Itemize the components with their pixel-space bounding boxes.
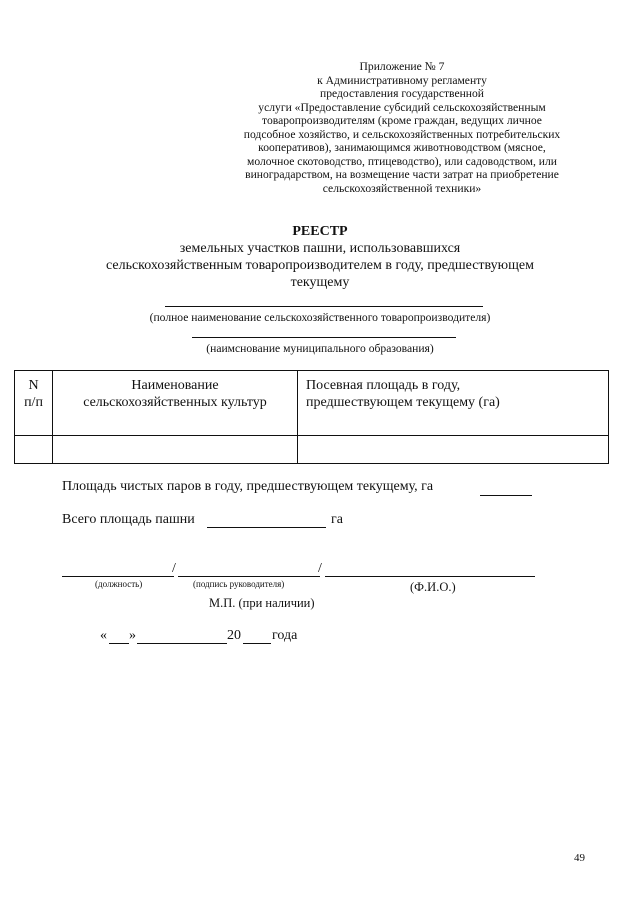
column-header-area bbox=[298, 371, 609, 436]
column-header-crop-text: Наименование сельскохозяйственных культур bbox=[83, 378, 267, 410]
producer-name-field[interactable] bbox=[165, 306, 483, 307]
position-caption: (должность) bbox=[95, 579, 143, 589]
registry-subtitle-line: земельных участков пашни, использовавшихся bbox=[179, 241, 461, 256]
date-close-quote: » bbox=[129, 628, 136, 643]
appendix-line: виноградарством, на возмещение части затрат на приобретение bbox=[245, 168, 559, 181]
column-header-crop bbox=[53, 371, 298, 436]
registry-subtitle-line: текущему bbox=[290, 275, 350, 290]
municipality-name-caption: (наимснование муниципального образования) bbox=[206, 342, 434, 355]
appendix-line: предоставления государственной bbox=[320, 87, 484, 100]
full-name-field[interactable] bbox=[325, 576, 535, 577]
cell-area[interactable] bbox=[298, 436, 609, 464]
signature-separator: / bbox=[172, 561, 176, 576]
table-header-row bbox=[15, 371, 609, 436]
signature-caption: (подпись руководителя) bbox=[193, 579, 285, 589]
column-header-number bbox=[15, 371, 53, 436]
fallow-area-field[interactable] bbox=[480, 495, 532, 496]
producer-name-caption: (полное наименование сельскохозяйственного товаропроизводителя) bbox=[149, 311, 491, 324]
fallow-area-label: Площадь чистых паров в году, предшествующем текущему, га bbox=[62, 479, 434, 494]
appendix-header bbox=[212, 60, 592, 195]
cell-number[interactable] bbox=[15, 436, 53, 464]
registry-table bbox=[14, 370, 609, 464]
registry-subtitle-line: сельскохозяйственным товаропроизводителем в году, предшествующем bbox=[106, 258, 534, 273]
appendix-line: кооперативов), занимающимся животноводством (мясное, bbox=[258, 141, 546, 154]
position-field[interactable] bbox=[62, 576, 174, 577]
total-area-label: Всего площадь пашни bbox=[62, 512, 195, 527]
date-day-field[interactable] bbox=[109, 643, 129, 644]
date-year-prefix: 20 bbox=[227, 628, 241, 643]
appendix-line: подсобное хозяйство, и сельскохозяйственных потребительских bbox=[243, 127, 561, 141]
appendix-line: Приложение № 7 bbox=[359, 60, 445, 73]
municipality-name-field[interactable] bbox=[192, 337, 456, 338]
column-header-number-text: N п/п bbox=[24, 378, 43, 410]
date-suffix: года bbox=[272, 628, 298, 643]
appendix-line: услуги «Предоставление субсидий сельскохозяйственным bbox=[258, 100, 546, 114]
date-month-field[interactable] bbox=[137, 643, 227, 644]
full-name-caption: (Ф.И.О.) bbox=[410, 580, 456, 594]
signature-separator: / bbox=[318, 561, 322, 576]
page-number: 49 bbox=[574, 852, 585, 864]
appendix-line: сельскохозяйственной техники» bbox=[322, 181, 482, 195]
table-row bbox=[15, 436, 609, 464]
date-year-field[interactable] bbox=[243, 643, 271, 644]
cell-crop[interactable] bbox=[53, 436, 298, 464]
appendix-line: к Административному регламенту bbox=[317, 73, 487, 87]
total-area-field[interactable] bbox=[207, 527, 326, 528]
date-open-quote: « bbox=[100, 628, 107, 643]
column-header-area-text: Посевная площадь в году, предшествующем текущему (га) bbox=[306, 378, 500, 410]
appendix-line: молочное скотоводство, птицеводство), или садоводством, или bbox=[247, 154, 557, 168]
stamp-label: М.П. (при наличии) bbox=[209, 596, 315, 610]
appendix-line: товаропроизводителям (кроме граждан, ведущих личное bbox=[262, 114, 542, 127]
registry-subtitle bbox=[0, 240, 640, 291]
registry-title: РЕЕСТР bbox=[292, 224, 348, 239]
total-area-unit: га bbox=[331, 512, 343, 527]
signature-field[interactable] bbox=[178, 576, 320, 577]
